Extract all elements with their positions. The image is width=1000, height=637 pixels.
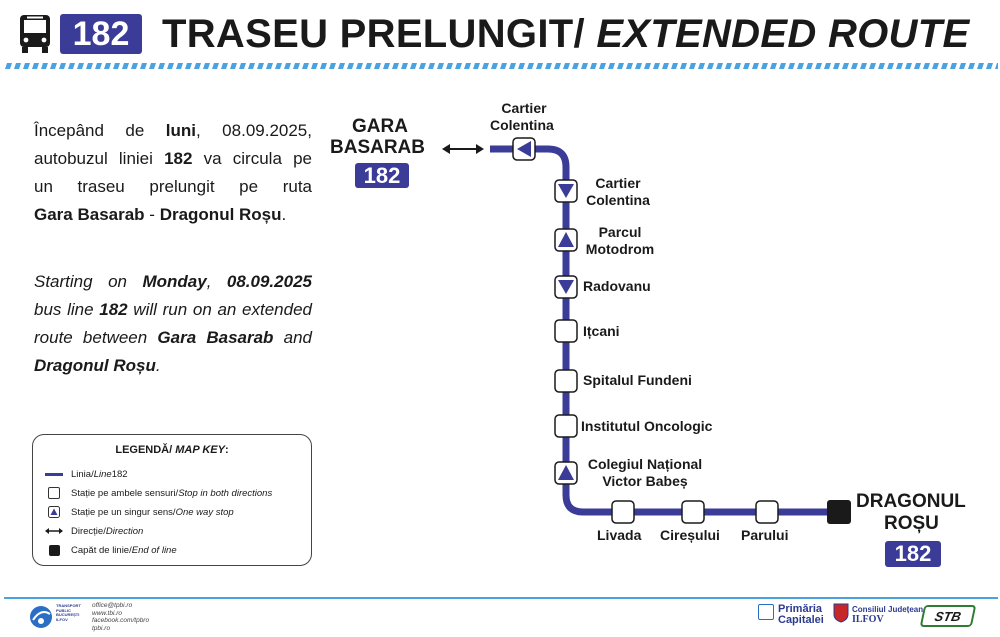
label-cartier-colentina-2: Cartier Colentina (586, 175, 650, 208)
legend-line: Linia/ Line 182 (45, 466, 128, 482)
start-line-badge: 182 (355, 163, 409, 188)
primaria-logo: Primăria Capitalei (778, 603, 824, 626)
contact-info (92, 602, 149, 632)
terminal-gara-basarab-line1: GARA (352, 116, 408, 137)
stop-livada (612, 501, 634, 523)
label-livada: Livada (597, 527, 642, 543)
label-parcul-motodrom: Parcul Motodrom (585, 224, 655, 257)
intro-ro-line-3: un traseu prelungit pe ruta (34, 177, 312, 196)
footer-divider (4, 597, 998, 599)
stb-logo: STB (920, 605, 977, 627)
intro-en-line-2: bus line 182 will run on an extended (34, 300, 312, 319)
terminal-dragonul-rosu (827, 500, 851, 524)
label-parului: Parului (741, 527, 789, 543)
stop-radovanu (555, 276, 577, 298)
end-line-badge: 182 (885, 541, 941, 567)
legend-both-directions: Stație pe ambele sensuri/ Stop in both directions (45, 485, 272, 501)
intro-en-line-4: Dragonul Roșu. (34, 356, 161, 375)
stop-parului (756, 501, 778, 523)
stop-colegiul-national (555, 462, 577, 484)
intro-en-line-3: route between Gara Basarab and (34, 328, 312, 347)
primaria-crest-icon (758, 604, 774, 620)
stop-ciresului (682, 501, 704, 523)
intro-ro-line-4: Gara Basarab - Dragonul Roșu. (34, 205, 287, 224)
intro-ro-line-1: Începând de luni, 08.09.2025, (34, 121, 312, 140)
tpbi-logo (28, 602, 88, 632)
label-itcani: Ițcani (583, 323, 620, 339)
label-institutul-oncologic: Institutul Oncologic (581, 418, 713, 434)
terminal-gara-basarab-line2: BASARAB (330, 137, 425, 158)
legend-end-of-line: Capăt de linie/ End of line (45, 542, 177, 558)
legend-direction: Direcție/ Direction (45, 523, 143, 539)
contact-website[interactable]: www.tbi.ro (92, 609, 122, 617)
stop-itcani (555, 320, 577, 342)
intro-en-line-1: Starting on Monday, 08.09.2025 (34, 272, 312, 291)
intro-ro-line-2: autobuzul liniei 182 va circula pe (34, 149, 312, 168)
tpbi-logo-text: TRANSPORT PUBLIC BUCUREȘTI ILFOV (56, 603, 81, 622)
direction-arrow-icon (442, 144, 484, 154)
legend-one-way: Stație pe un singur sens/ One way stop (45, 504, 234, 520)
contact-other[interactable]: tpbi.ro (92, 624, 111, 632)
label-spitalul-fundeni: Spitalul Fundeni (583, 372, 692, 388)
stop-institutul-oncologic (555, 415, 577, 437)
terminal-dragonul-rosu-line2: ROȘU (884, 513, 939, 534)
contact-email[interactable]: office@tpbi.ro (92, 602, 133, 609)
label-colegiul-national: Colegiul Național Victor Babeș (587, 456, 703, 489)
consiliul-ilfov-logo: Consiliul Județean ILFOV (852, 605, 924, 625)
legend-title: LEGENDĂ/ MAP KEY: (115, 444, 229, 456)
line-number-badge: 182 (60, 14, 142, 54)
stop-parcul-motodrom (555, 229, 577, 251)
label-radovanu: Radovanu (583, 278, 651, 294)
ilfov-crest-icon (833, 603, 849, 623)
stop-spitalul-fundeni (555, 370, 577, 392)
title-ro: TRASEU PRELUNGIT/ (162, 12, 585, 56)
stop-cartier-colentina-2 (555, 180, 577, 202)
label-ciresului: Cireșului (660, 527, 720, 543)
terminal-dragonul-rosu-line1: DRAGONUL (856, 491, 966, 512)
title-en: EXTENDED ROUTE (596, 12, 970, 56)
stop-cartier-colentina-1 (513, 138, 535, 160)
contact-facebook[interactable]: facebook.com/tpbro (92, 617, 150, 624)
label-cartier-colentina-1: Cartier Colentina (490, 100, 554, 133)
